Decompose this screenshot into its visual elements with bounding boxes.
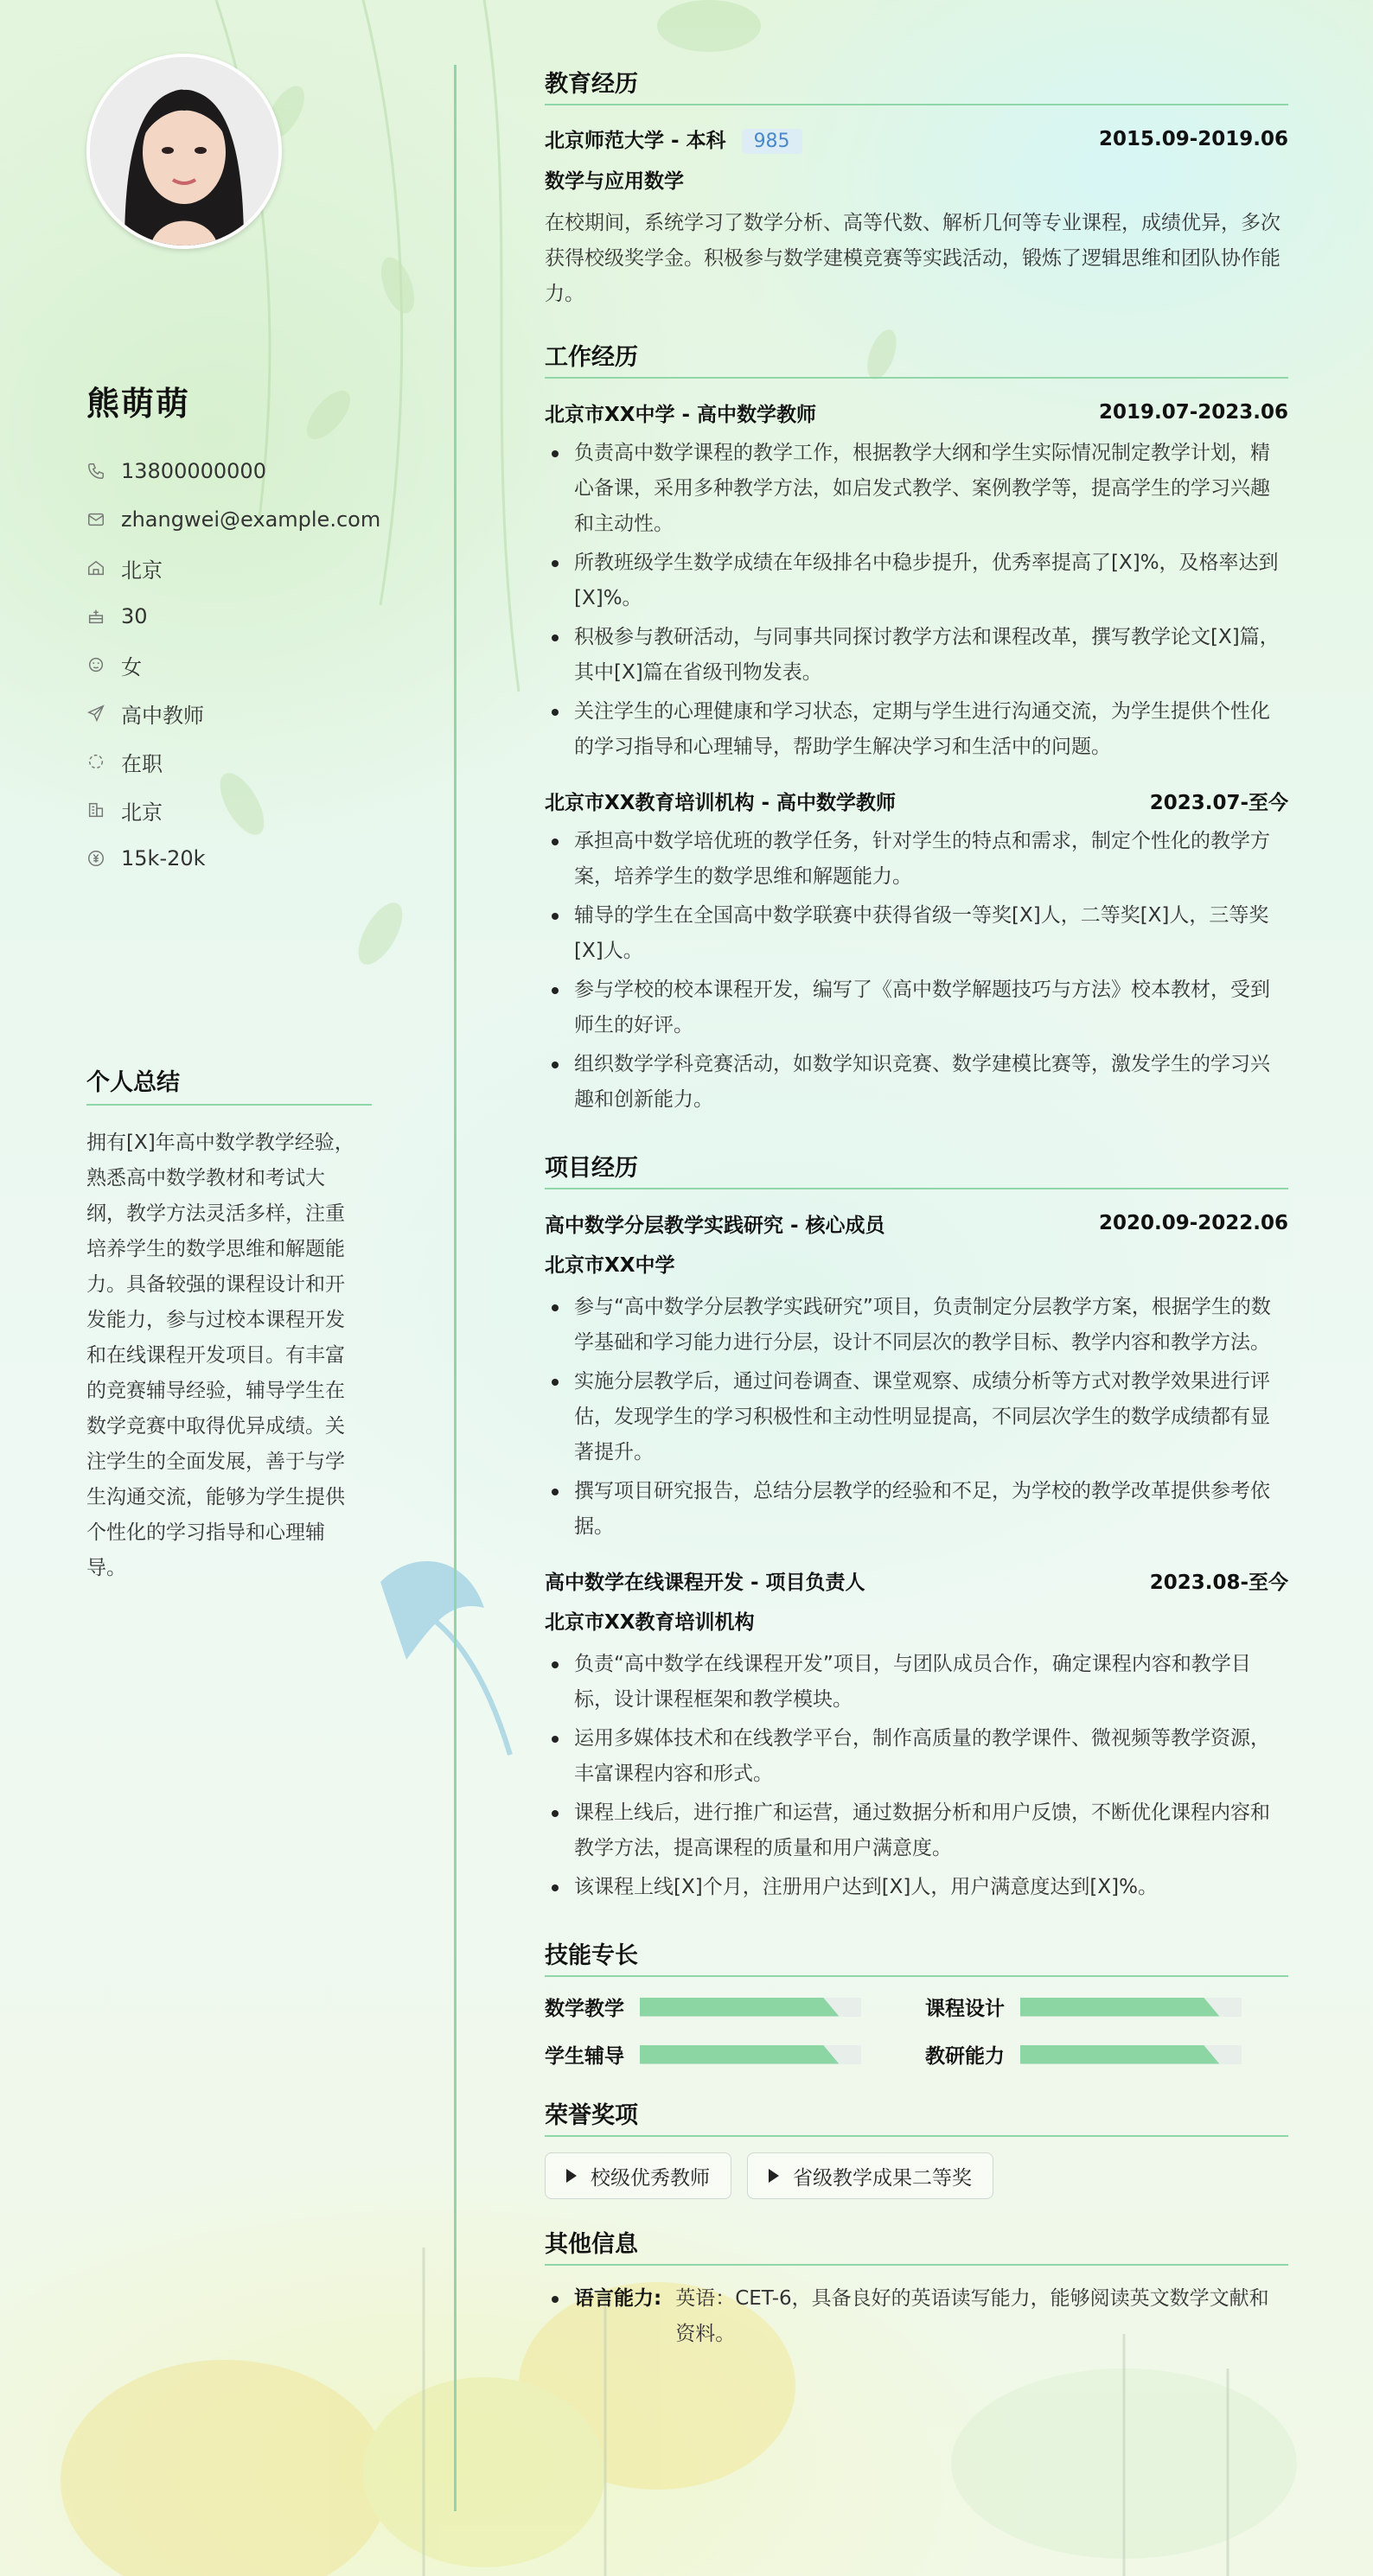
info-phone: 13800000000 [86, 447, 372, 495]
project-date: 2020.09-2022.06 [1098, 1212, 1288, 1234]
summary-text: 拥有[X]年高中数学教学经验，熟悉高中数学教材和考试大纲，教学方法灵活多样，注重培养学生的数学思维和解题能力。具备较强的课程设计和开发能力，参与过校本课程开发和在线课程开发项目。有丰富的竞赛辅导经验，辅导学生在数学竞赛中取得优异成绩。关注学生的全面发展，善于与学生沟通交流，能够为学生提供个性化的学习指导和心理辅导。 [86, 1132, 354, 1579]
job-date: 2023.07-至今 [1149, 791, 1288, 814]
column-divider [454, 65, 457, 2511]
info-city: 北京 [86, 786, 372, 834]
play-icon [566, 2169, 577, 2183]
info-status: 在职 [86, 737, 372, 786]
skills-heading: 技能专长 [545, 1936, 1288, 1977]
list-item: 参与学校的校本课程开发，编写了《高中数学解题技巧与方法》校本教材，受到师生的好评。 [545, 972, 1288, 1043]
yen-icon [86, 849, 105, 868]
project-duties [545, 1647, 1288, 1905]
job-header [545, 782, 1288, 819]
job-duties [545, 436, 1288, 765]
school-tag: 985 [742, 129, 802, 154]
info-location: 北京 [86, 544, 372, 592]
project-duties [545, 1290, 1288, 1545]
project-org: 北京市XX中学 [545, 1254, 675, 1277]
list-item: 承担高中数学培优班的教学任务，针对学生的特点和需求，制定个性化的教学方案，培养学生的数学思维和解题能力。 [545, 824, 1288, 895]
skill-bar [640, 1998, 861, 2017]
info-gender: 女 [86, 641, 372, 689]
info-salary: 15k-20k [86, 834, 372, 883]
award-item: 校级优秀教师 [545, 2152, 731, 2199]
project-title: 高中数学在线课程开发 - 项目负责人 [545, 1571, 865, 1594]
project-org: 北京市XX教育培训机构 [545, 1611, 755, 1634]
job-duties [545, 824, 1288, 1118]
job-title: 北京市XX中学 - 高中数学教师 [545, 403, 817, 426]
send-icon [86, 704, 105, 723]
other-text: 英语：CET-6，具备良好的英语读写能力，能够阅读英文数学文献和资料。 [675, 2287, 1269, 2345]
job-date: 2019.07-2023.06 [1098, 401, 1288, 424]
list-item: 该课程上线[X]个月，注册用户达到[X]人，用户满意度达到[X]%。 [545, 1870, 1288, 1905]
list-item: 运用多媒体技术和在线教学平台，制作高质量的教学课件、微视频等教学资源，丰富课程内容和形式。 [545, 1721, 1288, 1792]
list-item: 课程上线后，进行推广和运营，通过数据分析和用户反馈，不断优化课程内容和教学方法，提高课程的质量和用户满意度。 [545, 1795, 1288, 1866]
candidate-name: 熊萌萌 [86, 385, 191, 423]
job-header [545, 394, 1288, 430]
job-title: 北京市XX教育培训机构 - 高中数学教师 [545, 791, 897, 814]
school-name: 北京师范大学 - 本科 [545, 130, 726, 152]
info-position: 高中教师 [86, 689, 372, 737]
list-item: 负责“高中数学在线课程开发”项目，与团队成员合作，确定课程内容和教学目标，设计课程框架和教学模块。 [545, 1647, 1288, 1718]
other-heading: 其他信息 [545, 2225, 1288, 2266]
skill-item: 教研能力 [925, 2040, 1288, 2069]
summary-heading: 个人总结 [86, 1063, 372, 1106]
other-label: 语言能力: [574, 2287, 662, 2310]
skill-item: 学生辅导 [545, 2040, 925, 2069]
education-heading: 教育经历 [545, 65, 1288, 105]
home-icon [86, 558, 105, 577]
list-item [545, 2281, 1288, 2352]
phone-icon [86, 462, 105, 481]
skill-bar-fill [640, 2045, 839, 2064]
info-email: zhangwei@example.com [86, 495, 372, 544]
building-icon [86, 800, 105, 819]
sidebar [86, 54, 381, 1579]
education-entry-header [545, 121, 1288, 157]
skill-item: 数学教学 [545, 1993, 925, 2021]
skill-bar [1020, 1998, 1242, 2017]
avatar [86, 54, 282, 249]
awards-list [545, 2152, 1288, 2199]
education-major: 数学与应用数学 [545, 170, 684, 193]
skill-bar [640, 2045, 861, 2064]
award-item: 省级教学成果二等奖 [747, 2152, 993, 2199]
project-header [545, 1205, 1288, 1241]
education-desc: 在校期间，系统学习了数学分析、高等代数、解析几何等专业课程，成绩优异，多次获得校级奖学金。积极参与数学建模竞赛等实践活动，锻炼了逻辑思维和团队协作能力。 [545, 212, 1280, 305]
list-item: 实施分层教学后，通过问卷调查、课堂观察、成绩分析等方式对教学效果进行评估，发现学生的学习积极性和主动性明显提高，不同层次学生的数学成绩都有显著提升。 [545, 1364, 1288, 1470]
main-content [545, 65, 1288, 2356]
list-item: 参与“高中数学分层教学实践研究”项目，负责制定分层教学方案，根据学生的数学基础和学习能力进行分层，设计不同层次的教学目标、教学内容和教学方法。 [545, 1290, 1288, 1361]
list-item: 所教班级学生数学成绩在年级排名中稳步提升，优秀率提高了[X]%，及格率达到[X]%。 [545, 545, 1288, 616]
skill-bar-fill [1020, 2045, 1219, 2064]
list-item: 积极参与教研活动，与同事共同探讨教学方法和课程改革，撰写教学论文[X]篇，其中[X]篇在省级刊物发表。 [545, 620, 1288, 691]
skill-bar-fill [640, 1998, 839, 2017]
cake-icon [86, 607, 105, 626]
project-header [545, 1562, 1288, 1598]
projects-heading: 项目经历 [545, 1149, 1288, 1189]
mail-icon [86, 510, 105, 529]
skill-bar-fill [1020, 1998, 1219, 2017]
skills-grid [545, 1993, 1288, 2069]
status-icon [86, 752, 105, 771]
list-item: 组织数学学科竞赛活动，如数学知识竞赛、数学建模比赛等，激发学生的学习兴趣和创新能力。 [545, 1047, 1288, 1118]
project-title: 高中数学分层教学实践研究 - 核心成员 [545, 1214, 885, 1237]
info-age: 30 [86, 592, 372, 641]
list-item: 撰写项目研究报告，总结分层教学的经验和不足，为学校的教学改革提供参考依据。 [545, 1474, 1288, 1545]
list-item: 辅导的学生在全国高中数学联赛中获得省级一等奖[X]人，二等奖[X]人，三等奖[X]人。 [545, 898, 1288, 969]
awards-heading: 荣誉奖项 [545, 2096, 1288, 2137]
list-item: 关注学生的心理健康和学习状态，定期与学生进行沟通交流，为学生提供个性化的学习指导和心理辅导，帮助学生解决学习和生活中的问题。 [545, 694, 1288, 765]
play-icon [769, 2169, 779, 2183]
gender-icon [86, 655, 105, 674]
education-date: 2015.09-2019.06 [1098, 128, 1288, 150]
work-heading: 工作经历 [545, 338, 1288, 379]
other-info [545, 2281, 1288, 2352]
list-item: 负责高中数学课程的教学工作，根据教学大纲和学生实际情况制定教学计划，精心备课，采用多种教学方法，如启发式教学、案例教学等，提高学生的学习兴趣和主动性。 [545, 436, 1288, 542]
skill-item: 课程设计 [925, 1993, 1288, 2021]
project-date: 2023.08-至今 [1149, 1571, 1288, 1594]
skill-bar [1020, 2045, 1242, 2064]
contact-info [86, 447, 381, 883]
